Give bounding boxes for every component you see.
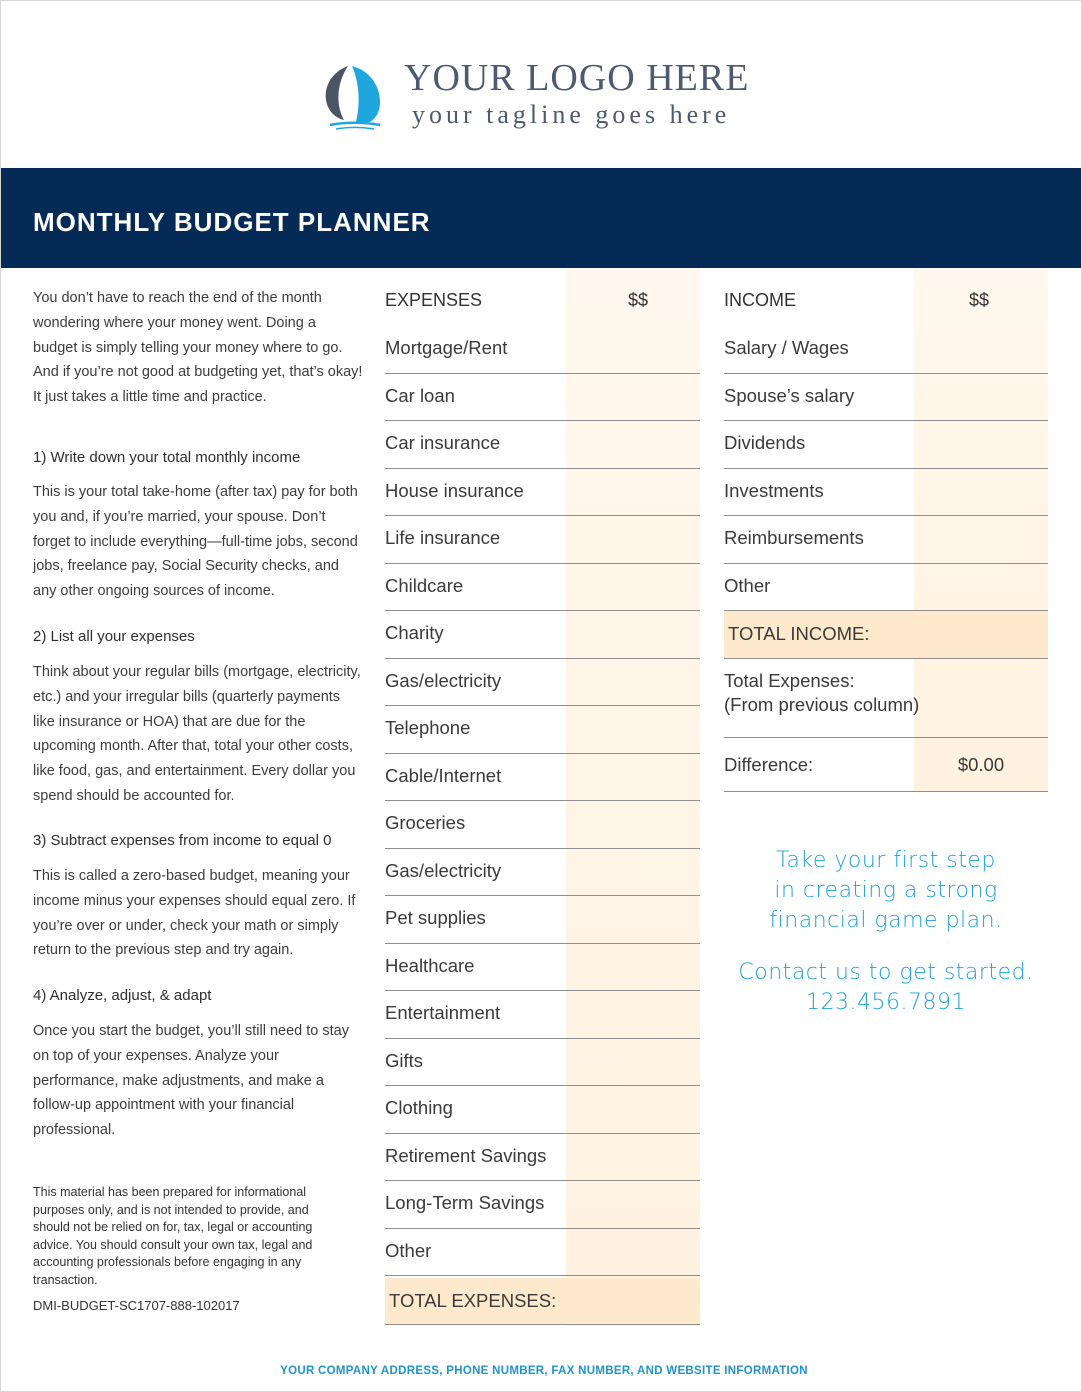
income-row[interactable] — [724, 469, 1048, 517]
call-to-action — [724, 846, 1048, 1018]
logo — [322, 58, 782, 138]
income-row[interactable] — [724, 326, 1048, 374]
cta-contact: Contact us to get started. — [738, 960, 1034, 985]
expense-row-label: House insurance — [385, 479, 524, 501]
cta-spacer — [724, 936, 1048, 958]
income-row[interactable] — [724, 564, 1048, 612]
cta-line-1: Take your first step — [776, 848, 996, 873]
expense-row[interactable] — [385, 801, 700, 849]
expenses-amount-header: $$ — [627, 290, 649, 310]
income-row-label: Salary / Wages — [724, 337, 849, 358]
income-row[interactable] — [724, 516, 1048, 564]
income-row-label: Investments — [724, 479, 824, 501]
total-expenses-label: TOTAL EXPENSES: — [389, 1290, 557, 1311]
difference-row[interactable] — [724, 738, 1048, 792]
expense-row-label: Groceries — [385, 812, 466, 833]
expense-row-label: Gas/electricity — [385, 859, 502, 881]
expense-row[interactable] — [385, 706, 700, 754]
income-rows — [724, 326, 1048, 611]
income-row[interactable] — [724, 421, 1048, 469]
expense-row[interactable] — [385, 326, 700, 374]
document-code: DMI-BUDGET-SC1707-888-102017 — [33, 1298, 240, 1313]
step-4-heading: 4) Analyze, adjust, & adapt — [33, 987, 212, 1004]
expense-row[interactable] — [385, 374, 700, 422]
expense-row-label: Car insurance — [385, 432, 501, 453]
step-4-body: Once you start the budget, you’ll still need to stay on top of your expenses. Analyze your performance, make adjustments, and make a follow-up appointment with your financial professional. — [33, 1023, 349, 1139]
income-row[interactable] — [724, 374, 1048, 422]
expense-row[interactable] — [385, 1229, 700, 1277]
expense-row-label: Entertainment — [385, 1002, 501, 1023]
expense-row-label: Cable/Internet — [385, 764, 502, 786]
sailboat-icon — [322, 62, 386, 132]
income-amount-header: $$ — [968, 290, 990, 310]
income-row-label: Reimbursements — [724, 527, 864, 548]
income-row-label: Dividends — [724, 432, 806, 453]
company-info-footer: YOUR COMPANY ADDRESS, PHONE NUMBER, FAX NUMBER, AND WEBSITE INFORMATION — [280, 1365, 808, 1377]
expense-row-label: Healthcare — [385, 954, 475, 976]
expense-row[interactable] — [385, 516, 700, 564]
expense-row-label: Childcare — [385, 574, 464, 596]
expense-row[interactable] — [385, 991, 700, 1039]
disclaimer: This material has been prepared for informational purposes only, and is not intended to provide, and should not be relied on for, tax, legal or accounting advice. You should consult your own tax, legal and accounting professionals before engaging in any transaction. — [33, 1185, 313, 1287]
expenses-header — [385, 290, 700, 314]
expense-row[interactable] — [385, 896, 700, 944]
difference-label: Difference: — [724, 754, 814, 775]
total-income-row[interactable] — [724, 611, 1048, 659]
step-1-heading: 1) Write down your total monthly income — [33, 449, 301, 466]
intro-paragraph: You don’t have to reach the end of the month wondering where your money went. Doing a budget is simply telling your money where to go. And if you’re not good at budgeting yet, that’s okay! It just takes a little time and practice. — [33, 290, 363, 406]
page-title: MONTHLY BUDGET PLANNER — [33, 207, 431, 237]
income-row-label: Other — [724, 574, 771, 596]
step-1-body: This is your total take-home (after tax) pay for both you and, if you’re married, your spouse. Don’t forget to include everything—full-time jobs, second jobs, freelance pay, Social Security checks, and any other ongoing sources of income. — [33, 484, 358, 600]
total-expenses-carry-note: (From previous column) — [724, 694, 920, 715]
title-banner — [1, 168, 1081, 268]
logo-title: YOUR LOGO HERE — [404, 57, 750, 99]
expense-row[interactable] — [385, 1134, 700, 1182]
cta-line-2: in creating a strong — [774, 878, 998, 903]
income-row-label: Spouse’s salary — [724, 384, 855, 406]
expense-row[interactable] — [385, 754, 700, 802]
logo-tagline: your tagline goes here — [412, 100, 731, 129]
expenses-header-label: EXPENSES — [385, 290, 483, 310]
step-2-body: Think about your regular bills (mortgage, electricity, etc.) and your irregular bills (quarterly payments like insurance or HOA) that are due for the upcoming month. After that, total your other costs, like food, gas, and entertainment. Every dollar you spend should be accounted for. — [33, 664, 361, 804]
total-expenses-carry-label: Total Expenses: — [724, 670, 855, 691]
expense-row-label: Charity — [385, 622, 444, 643]
expense-row-label: Car loan — [385, 384, 455, 406]
expense-row[interactable] — [385, 1086, 700, 1134]
expense-row[interactable] — [385, 1039, 700, 1087]
income-header-label: INCOME — [724, 290, 796, 310]
difference-value: $0.00 — [957, 754, 1005, 775]
expense-row[interactable] — [385, 659, 700, 707]
expense-row[interactable] — [385, 849, 700, 897]
cta-phone[interactable]: 123.456.7891 — [806, 990, 966, 1015]
expense-row-label: Gifts — [385, 1049, 424, 1071]
expense-row-label: Mortgage/Rent — [385, 337, 508, 358]
expense-row[interactable] — [385, 1181, 700, 1229]
expense-row-label: Pet supplies — [385, 907, 486, 928]
expense-row-label: Life insurance — [385, 527, 501, 548]
step-2-heading: 2) List all your expenses — [33, 628, 195, 645]
expense-row-label: Telephone — [385, 717, 471, 738]
expense-row-label: Long-Term Savings — [385, 1192, 545, 1213]
expense-row-label: Other — [385, 1239, 432, 1261]
step-3-body: This is called a zero-based budget, meaning your income minus your expenses should equal zero. If you’re over or under, check your math or simply return to the previous step and try again. — [33, 868, 356, 959]
expenses-rows — [385, 326, 700, 1276]
expense-row-label: Gas/electricity — [385, 669, 502, 691]
expense-row-label: Clothing — [385, 1097, 453, 1118]
total-income-label: TOTAL INCOME: — [728, 623, 870, 644]
total-expenses-row[interactable] — [385, 1278, 700, 1325]
expense-row-label: Retirement Savings — [385, 1144, 547, 1166]
expense-row[interactable] — [385, 944, 700, 992]
expense-row[interactable] — [385, 469, 700, 517]
step-3-heading: 3) Subtract expenses from income to equal 0 — [33, 832, 332, 849]
cta-line-3: financial game plan. — [769, 908, 1003, 933]
expense-row[interactable] — [385, 611, 700, 659]
expense-row[interactable] — [385, 564, 700, 612]
expense-row[interactable] — [385, 421, 700, 469]
income-header — [724, 290, 1048, 314]
total-expenses-carry-row[interactable] — [724, 659, 1048, 738]
